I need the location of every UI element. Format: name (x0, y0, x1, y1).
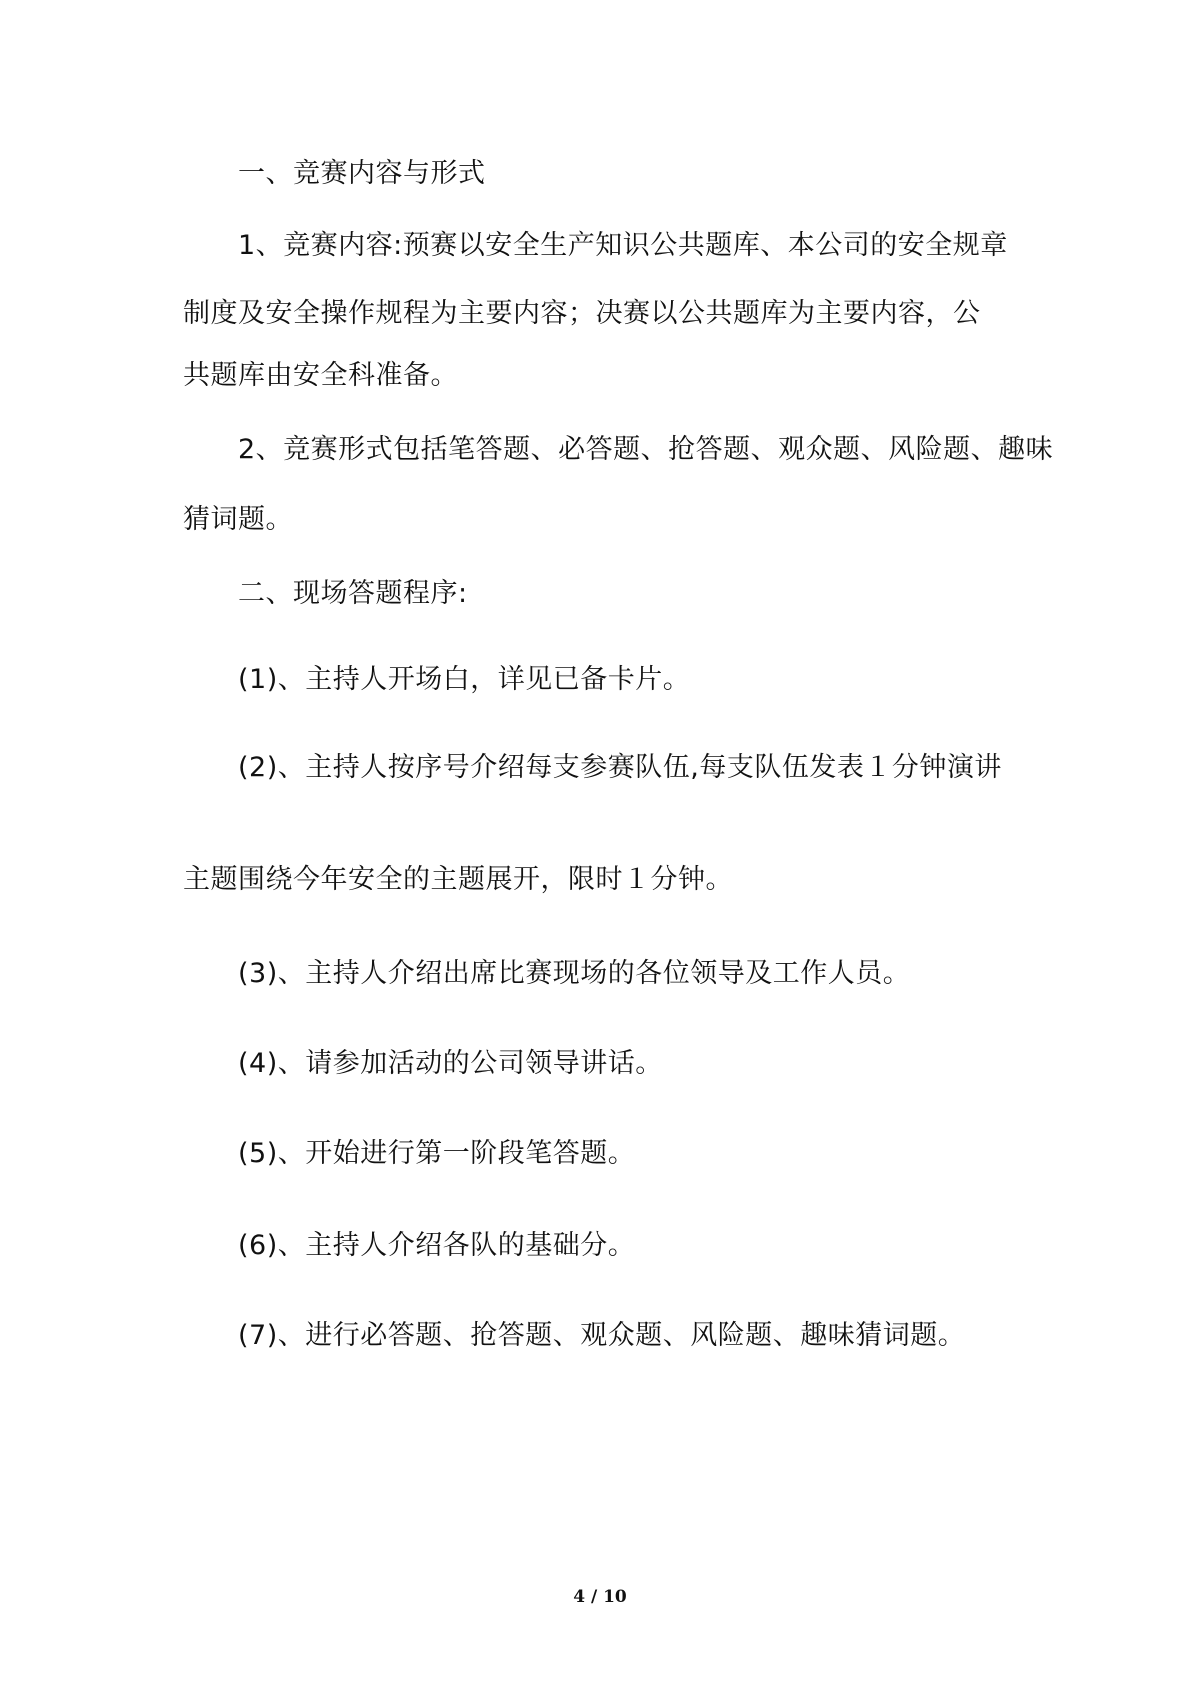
paragraph-line: 2、竞赛形式包括笔答题、必答题、抢答题、观众题、风险题、趣味 (238, 434, 1054, 465)
section-heading-1: 一、竞赛内容与形式 (238, 158, 486, 189)
paragraph-line: 主题围绕今年安全的主题展开，限时１分钟。 (183, 864, 733, 895)
paragraph-line: 制度及安全操作规程为主要内容；决赛以公共题库为主要内容，公 (183, 298, 981, 329)
list-item: (1)、主持人开场白，详见已备卡片。 (238, 664, 691, 695)
list-item: (3)、主持人介绍出席比赛现场的各位领导及工作人员。 (238, 958, 911, 989)
list-item: (5)、开始进行第一阶段笔答题。 (238, 1138, 636, 1169)
paragraph-line: 猜词题。 (183, 504, 293, 535)
page-number: 4 / 10 (573, 1587, 627, 1607)
list-item: (4)、请参加活动的公司领导讲话。 (238, 1048, 663, 1079)
paragraph-line: 共题库由安全科准备。 (183, 360, 458, 391)
paragraph-line: 1、竞赛内容:预赛以安全生产知识公共题库、本公司的安全规章 (238, 230, 1008, 261)
list-item: (2)、主持人按序号介绍每支参赛队伍,每支队伍发表１分钟演讲 (238, 752, 1002, 783)
list-item: (6)、主持人介绍各队的基础分。 (238, 1230, 636, 1261)
list-item: (7)、进行必答题、抢答题、观众题、风险题、趣味猜词题。 (238, 1320, 966, 1351)
section-heading-2: 二、现场答题程序: (238, 578, 468, 609)
